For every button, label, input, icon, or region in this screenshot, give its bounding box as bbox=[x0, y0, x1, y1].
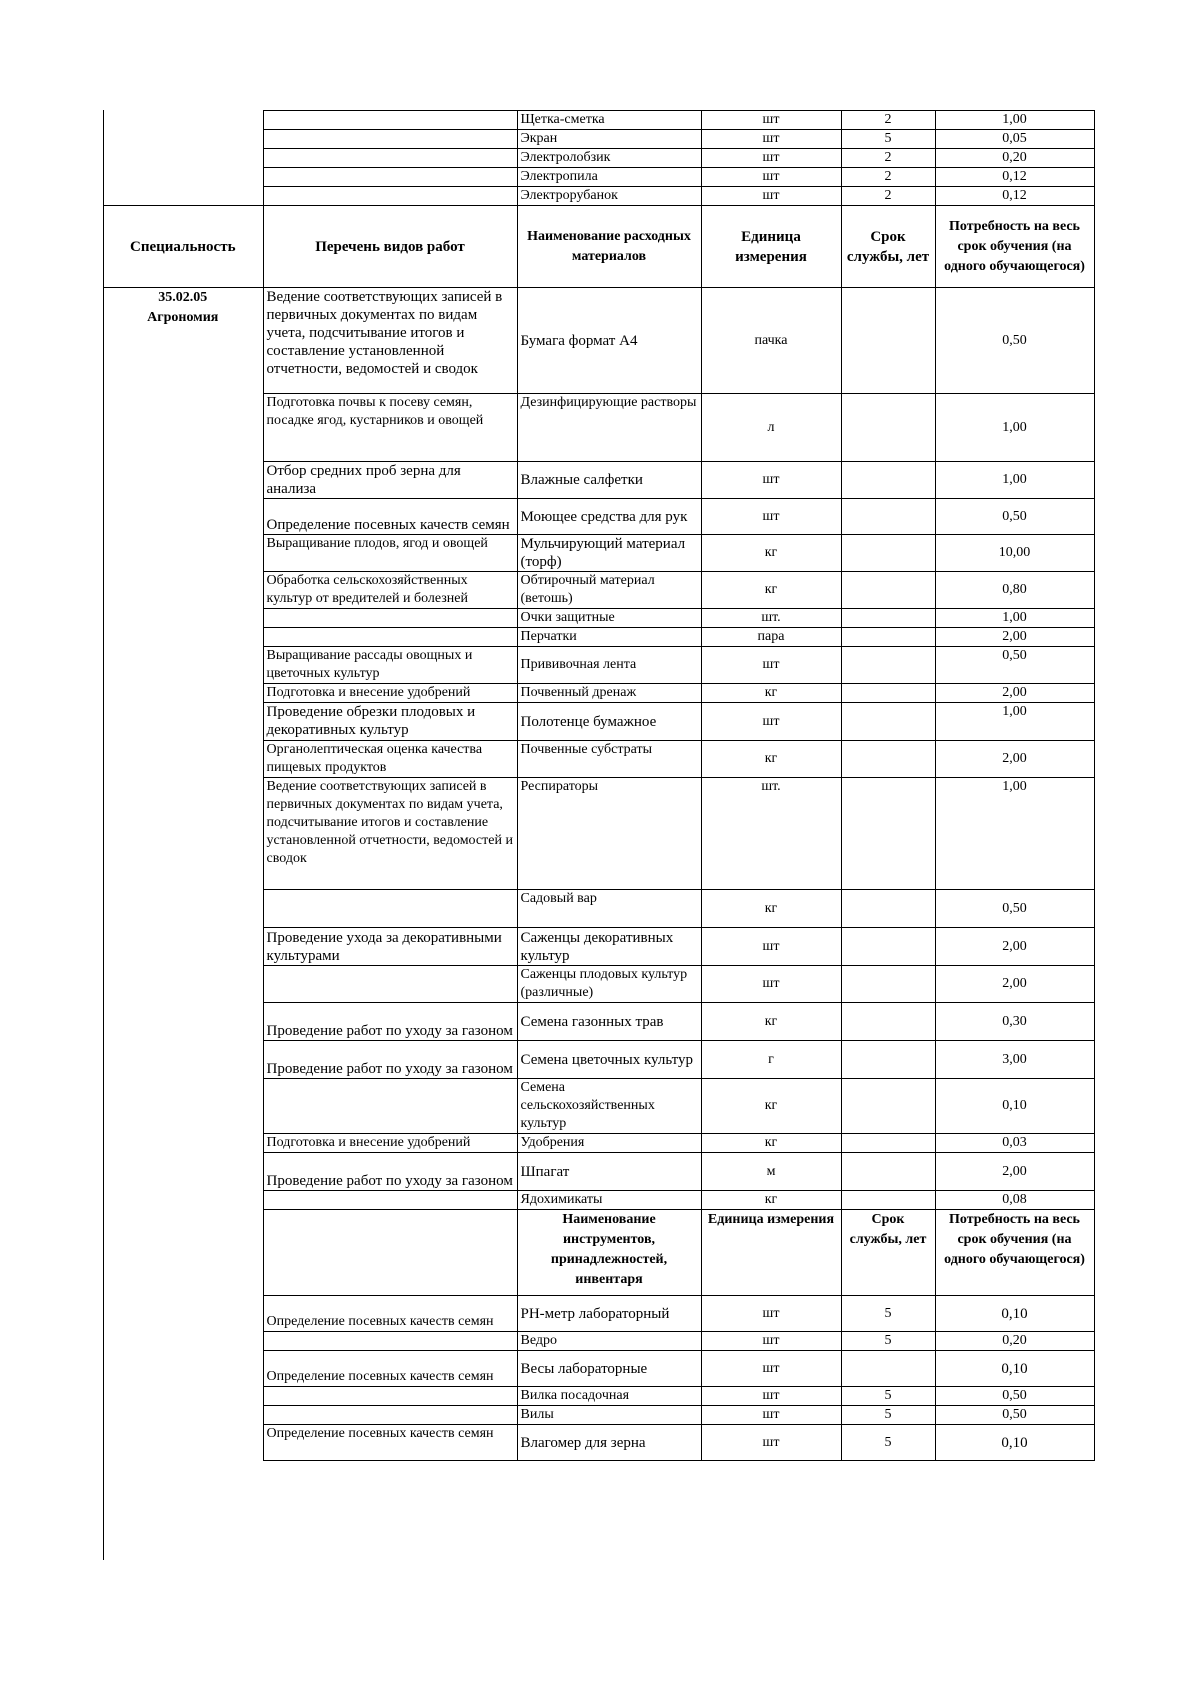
header2-need: Потребность на весь срок обучения (на одного обучающегося) bbox=[935, 1210, 1094, 1296]
unit-cell: кг bbox=[701, 1134, 841, 1153]
term-cell: 5 bbox=[841, 1296, 935, 1332]
need-cell: 2,00 bbox=[935, 628, 1094, 647]
need-cell: 0,50 bbox=[935, 288, 1094, 394]
header2-unit: Единица измерения bbox=[701, 1210, 841, 1296]
header-unit: Единица измерения bbox=[701, 206, 841, 288]
unit-cell: кг bbox=[701, 1079, 841, 1134]
specialty-name: Агрономия bbox=[147, 310, 219, 325]
need-cell: 0,20 bbox=[935, 1332, 1094, 1351]
unit-cell: шт bbox=[701, 1351, 841, 1387]
material-cell: Саженцы плодовых культур (различные) bbox=[517, 966, 701, 1003]
need-cell: 0,10 bbox=[935, 1079, 1094, 1134]
need-cell: 0,50 bbox=[935, 890, 1094, 928]
material-cell: Щетка-сметка bbox=[517, 111, 701, 130]
material-cell: Почвенные субстраты bbox=[517, 741, 701, 778]
material-cell: Весы лабораторные bbox=[517, 1351, 701, 1387]
term-cell bbox=[841, 1003, 935, 1041]
material-cell: Моющее средства для рук bbox=[517, 499, 701, 535]
need-cell: 0,12 bbox=[935, 187, 1094, 206]
unit-cell: л bbox=[701, 394, 841, 462]
need-cell: 0,50 bbox=[935, 1387, 1094, 1406]
specialty-cell bbox=[103, 130, 263, 149]
material-cell: Влагомер для зерна bbox=[517, 1425, 701, 1461]
term-cell bbox=[841, 1079, 935, 1134]
need-cell: 3,00 bbox=[935, 1041, 1094, 1079]
unit-cell: шт bbox=[701, 1406, 841, 1425]
work-cell bbox=[263, 1406, 517, 1425]
material-cell: Респираторы bbox=[517, 778, 701, 890]
specialty-cell bbox=[103, 111, 263, 130]
table-row bbox=[103, 111, 1094, 130]
material-cell: Экран bbox=[517, 130, 701, 149]
need-cell: 0,10 bbox=[935, 1351, 1094, 1387]
unit-cell: г bbox=[701, 1041, 841, 1079]
unit-cell: кг bbox=[701, 890, 841, 928]
work-cell: Подготовка и внесение удобрений bbox=[263, 1134, 517, 1153]
term-cell bbox=[841, 1041, 935, 1079]
need-cell: 0,50 bbox=[935, 647, 1094, 684]
need-cell: 1,00 bbox=[935, 462, 1094, 499]
work-cell: Подготовка почвы к посеву семян, посадке ягод, кустарников и овощей bbox=[263, 394, 517, 462]
header-material: Наименование расходных материалов bbox=[517, 206, 701, 288]
term-cell bbox=[841, 1191, 935, 1210]
need-cell: 0,50 bbox=[935, 1406, 1094, 1425]
need-cell: 0,80 bbox=[935, 572, 1094, 609]
material-cell: Удобрения bbox=[517, 1134, 701, 1153]
term-cell: 2 bbox=[841, 111, 935, 130]
material-cell: Электролобзик bbox=[517, 149, 701, 168]
work-cell: Определение посевных качеств семян bbox=[263, 1296, 517, 1332]
term-cell: 5 bbox=[841, 1406, 935, 1425]
unit-cell: кг bbox=[701, 1003, 841, 1041]
need-cell: 0,10 bbox=[935, 1296, 1094, 1332]
need-cell: 1,00 bbox=[935, 778, 1094, 890]
work-cell bbox=[263, 890, 517, 928]
term-cell bbox=[841, 684, 935, 703]
term-cell bbox=[841, 499, 935, 535]
work-cell bbox=[263, 149, 517, 168]
work-cell: Определение посевных качеств семян bbox=[263, 1425, 517, 1461]
materials-table bbox=[103, 110, 1095, 1461]
term-cell: 5 bbox=[841, 1425, 935, 1461]
material-cell: Садовый вар bbox=[517, 890, 701, 928]
term-cell: 5 bbox=[841, 1387, 935, 1406]
term-cell bbox=[841, 609, 935, 628]
work-cell bbox=[263, 966, 517, 1003]
material-cell: Очки защитные bbox=[517, 609, 701, 628]
need-cell: 0,20 bbox=[935, 149, 1094, 168]
unit-cell: кг bbox=[701, 1191, 841, 1210]
unit-cell: шт bbox=[701, 168, 841, 187]
material-cell: Дезинфицирующие растворы bbox=[517, 394, 701, 462]
need-cell: 1,00 bbox=[935, 703, 1094, 741]
unit-cell: шт bbox=[701, 499, 841, 535]
header2-term: Срок службы, лет bbox=[841, 1210, 935, 1296]
table-row bbox=[103, 288, 1094, 394]
material-cell: Шпагат bbox=[517, 1153, 701, 1191]
work-cell bbox=[263, 1332, 517, 1351]
work-cell bbox=[263, 1079, 517, 1134]
term-cell bbox=[841, 966, 935, 1003]
need-cell: 0,05 bbox=[935, 130, 1094, 149]
unit-cell: шт bbox=[701, 187, 841, 206]
term-cell bbox=[841, 703, 935, 741]
need-cell: 1,00 bbox=[935, 609, 1094, 628]
unit-cell: кг bbox=[701, 741, 841, 778]
work-cell: Ведение соответствующих записей в первичных документах по видам учета, подсчитывание итогов и составление установленной отчетности, ведомостей и сводок bbox=[263, 288, 517, 394]
unit-cell: шт bbox=[701, 966, 841, 1003]
term-cell bbox=[841, 572, 935, 609]
table-row bbox=[103, 130, 1094, 149]
unit-cell: шт bbox=[701, 1332, 841, 1351]
table-row bbox=[103, 187, 1094, 206]
header-works: Перечень видов работ bbox=[263, 206, 517, 288]
unit-cell: шт bbox=[701, 928, 841, 966]
header2-material: Наименование инструментов, принадлежностей, инвентаря bbox=[517, 1210, 701, 1296]
term-cell: 5 bbox=[841, 130, 935, 149]
work-cell: Определение посевных качеств семян bbox=[263, 1351, 517, 1387]
term-cell bbox=[841, 647, 935, 684]
unit-cell: шт bbox=[701, 1387, 841, 1406]
material-cell: PH-метр лабораторный bbox=[517, 1296, 701, 1332]
work-cell bbox=[263, 130, 517, 149]
need-cell: 2,00 bbox=[935, 966, 1094, 1003]
need-cell: 2,00 bbox=[935, 928, 1094, 966]
term-cell bbox=[841, 928, 935, 966]
material-cell: Вилка посадочная bbox=[517, 1387, 701, 1406]
term-cell: 2 bbox=[841, 187, 935, 206]
work-cell: Проведение обрезки плодовых и декоративных культур bbox=[263, 703, 517, 741]
material-cell: Электропила bbox=[517, 168, 701, 187]
term-cell: 5 bbox=[841, 1332, 935, 1351]
term-cell: 2 bbox=[841, 149, 935, 168]
work-cell: Обработка сельскохозяйственных культур от вредителей и болезней bbox=[263, 572, 517, 609]
unit-cell: шт bbox=[701, 149, 841, 168]
header-need: Потребность на весь срок обучения (на одного обучающегося) bbox=[935, 206, 1094, 288]
term-cell: 2 bbox=[841, 168, 935, 187]
work-cell: Определение посевных качеств семян bbox=[263, 499, 517, 535]
unit-cell: шт bbox=[701, 1296, 841, 1332]
work-cell: Выращивание плодов, ягод и овощей bbox=[263, 535, 517, 572]
material-cell: Прививочная лента bbox=[517, 647, 701, 684]
unit-cell: кг bbox=[701, 684, 841, 703]
unit-cell: шт bbox=[701, 647, 841, 684]
unit-cell: кг bbox=[701, 572, 841, 609]
header2-works bbox=[263, 1210, 517, 1296]
work-cell bbox=[263, 1191, 517, 1210]
term-cell bbox=[841, 1134, 935, 1153]
material-cell: Семена сельскохозяйственных культур bbox=[517, 1079, 701, 1134]
work-cell bbox=[263, 111, 517, 130]
work-cell: Проведение работ по уходу за газоном bbox=[263, 1153, 517, 1191]
term-cell bbox=[841, 394, 935, 462]
work-cell bbox=[263, 609, 517, 628]
need-cell: 2,00 bbox=[935, 1153, 1094, 1191]
term-cell bbox=[841, 628, 935, 647]
unit-cell: шт bbox=[701, 111, 841, 130]
term-cell bbox=[841, 462, 935, 499]
material-cell: Обтирочный материал (ветошь) bbox=[517, 572, 701, 609]
unit-cell: пара bbox=[701, 628, 841, 647]
work-cell bbox=[263, 187, 517, 206]
header-term: Срок службы, лет bbox=[841, 206, 935, 288]
work-cell: Проведение работ по уходу за газоном bbox=[263, 1003, 517, 1041]
unit-cell: шт bbox=[701, 1425, 841, 1461]
need-cell: 0,10 bbox=[935, 1425, 1094, 1461]
need-cell: 0,50 bbox=[935, 499, 1094, 535]
material-cell: Ведро bbox=[517, 1332, 701, 1351]
unit-cell: кг bbox=[701, 535, 841, 572]
work-cell: Отбор средних проб зерна для анализа bbox=[263, 462, 517, 499]
need-cell: 1,00 bbox=[935, 111, 1094, 130]
work-cell bbox=[263, 628, 517, 647]
unit-cell: пачка bbox=[701, 288, 841, 394]
specialty-cell bbox=[103, 168, 263, 187]
need-cell: 2,00 bbox=[935, 684, 1094, 703]
unit-cell: шт bbox=[701, 703, 841, 741]
need-cell: 0,08 bbox=[935, 1191, 1094, 1210]
material-cell: Бумага формат А4 bbox=[517, 288, 701, 394]
work-cell: Проведение ухода за декоративными культурами bbox=[263, 928, 517, 966]
unit-cell: шт. bbox=[701, 778, 841, 890]
unit-cell: шт bbox=[701, 462, 841, 499]
term-cell bbox=[841, 1153, 935, 1191]
need-cell: 0,30 bbox=[935, 1003, 1094, 1041]
work-cell: Ведение соответствующих записей в первичных документах по видам учета, подсчитывание итогов и составление установленной отчетности, ведомостей и сводок bbox=[263, 778, 517, 890]
need-cell: 0,03 bbox=[935, 1134, 1094, 1153]
term-cell bbox=[841, 741, 935, 778]
unit-cell: шт. bbox=[701, 609, 841, 628]
specialty-cell bbox=[103, 187, 263, 206]
header-specialty: Специальность bbox=[103, 206, 263, 288]
work-cell: Органолептическая оценка качества пищевых продуктов bbox=[263, 741, 517, 778]
need-cell: 0,12 bbox=[935, 168, 1094, 187]
material-cell: Электрорубанок bbox=[517, 187, 701, 206]
specialty-cell bbox=[103, 149, 263, 168]
material-cell: Семена газонных трав bbox=[517, 1003, 701, 1041]
term-cell bbox=[841, 890, 935, 928]
material-cell: Полотенце бумажное bbox=[517, 703, 701, 741]
work-cell: Подготовка и внесение удобрений bbox=[263, 684, 517, 703]
material-cell: Почвенный дренаж bbox=[517, 684, 701, 703]
need-cell: 10,00 bbox=[935, 535, 1094, 572]
table-row bbox=[103, 149, 1094, 168]
specialty-code: 35.02.05 bbox=[158, 290, 208, 305]
work-cell bbox=[263, 168, 517, 187]
material-cell: Влажные салфетки bbox=[517, 462, 701, 499]
specialty-cell bbox=[103, 288, 263, 1461]
material-cell: Саженцы декоративных культур bbox=[517, 928, 701, 966]
work-cell: Проведение работ по уходу за газоном bbox=[263, 1041, 517, 1079]
need-cell: 1,00 bbox=[935, 394, 1094, 462]
material-cell: Семена цветочных культур bbox=[517, 1041, 701, 1079]
term-cell bbox=[841, 288, 935, 394]
material-cell: Мульчирующий материал (торф) bbox=[517, 535, 701, 572]
term-cell bbox=[841, 778, 935, 890]
term-cell bbox=[841, 1351, 935, 1387]
work-cell: Выращивание рассады овощных и цветочных культур bbox=[263, 647, 517, 684]
work-cell bbox=[263, 1387, 517, 1406]
unit-cell: м bbox=[701, 1153, 841, 1191]
table-row bbox=[103, 168, 1094, 187]
material-cell: Ядохимикаты bbox=[517, 1191, 701, 1210]
unit-cell: шт bbox=[701, 130, 841, 149]
material-cell: Вилы bbox=[517, 1406, 701, 1425]
term-cell bbox=[841, 535, 935, 572]
need-cell: 2,00 bbox=[935, 741, 1094, 778]
material-cell: Перчатки bbox=[517, 628, 701, 647]
table-header-row bbox=[103, 206, 1094, 288]
